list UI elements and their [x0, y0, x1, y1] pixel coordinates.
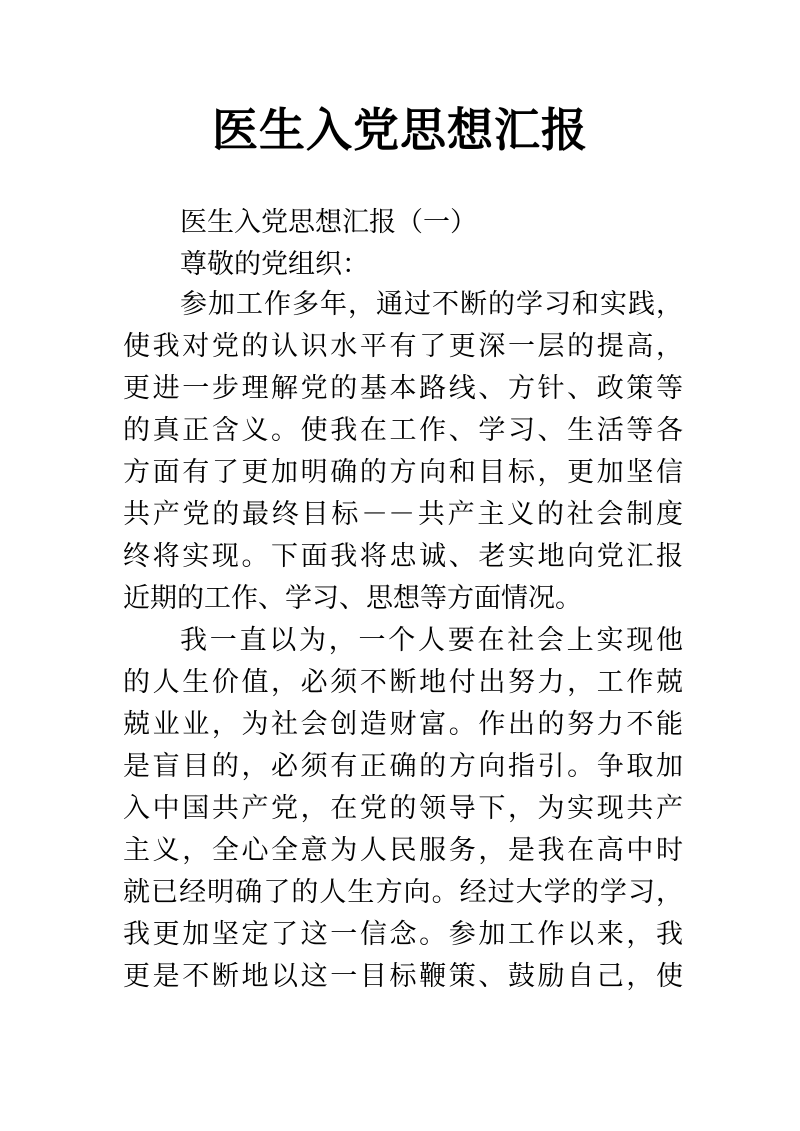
- paragraph-2-line-5: 入中国共产党，在党的领导下，为实现共产: [123, 793, 683, 824]
- paragraph-2-line-1: 我一直以为，一个人要在社会上实现他: [180, 625, 683, 656]
- paragraph-1-line-8: 近期的工作、学习、思想等方面情况。: [123, 583, 582, 614]
- paragraph-1-line-6: 共产党的最终目标－－共产主义的社会制度: [123, 499, 683, 530]
- paragraph-2-line-7: 就已经明确了的人生方向。经过大学的学习，: [123, 877, 683, 908]
- paragraph-2-line-3: 兢业业，为社会创造财富。作出的努力不能: [123, 709, 683, 740]
- paragraph-1-line-3: 更进一步理解党的基本路线、方针、政策等: [123, 373, 683, 404]
- paragraph-1-line-1: 参加工作多年，通过不断的学习和实践，: [180, 289, 683, 320]
- paragraph-1-line-4: 的真正含义。使我在工作、学习、生活等各: [123, 415, 683, 446]
- document-title: 医生入党思想汇报: [212, 103, 588, 157]
- paragraph-1-line-2: 使我对党的认识水平有了更深一层的提高，: [123, 331, 683, 362]
- paragraph-2-line-9: 更是不断地以这一目标鞭策、鼓励自己，使: [123, 961, 683, 992]
- paragraph-2-line-6: 主义，全心全意为人民服务，是我在高中时: [123, 835, 683, 866]
- paragraph-1-line-7: 终将实现。下面我将忠诚、老实地向党汇报: [123, 541, 683, 572]
- paragraph-1-line-5: 方面有了更加明确的方向和目标，更加坚信: [123, 457, 683, 488]
- salutation-line: 尊敬的党组织：: [180, 249, 369, 280]
- paragraph-2-line-4: 是盲目的，必须有正确的方向指引。争取加: [123, 751, 683, 782]
- paragraph-2-line-8: 我更加坚定了这一信念。参加工作以来，我: [123, 919, 683, 950]
- subtitle-line: 医生入党思想汇报（一）: [180, 207, 477, 238]
- paragraph-2-line-2: 的人生价值，必须不断地付出努力，工作兢: [123, 667, 683, 698]
